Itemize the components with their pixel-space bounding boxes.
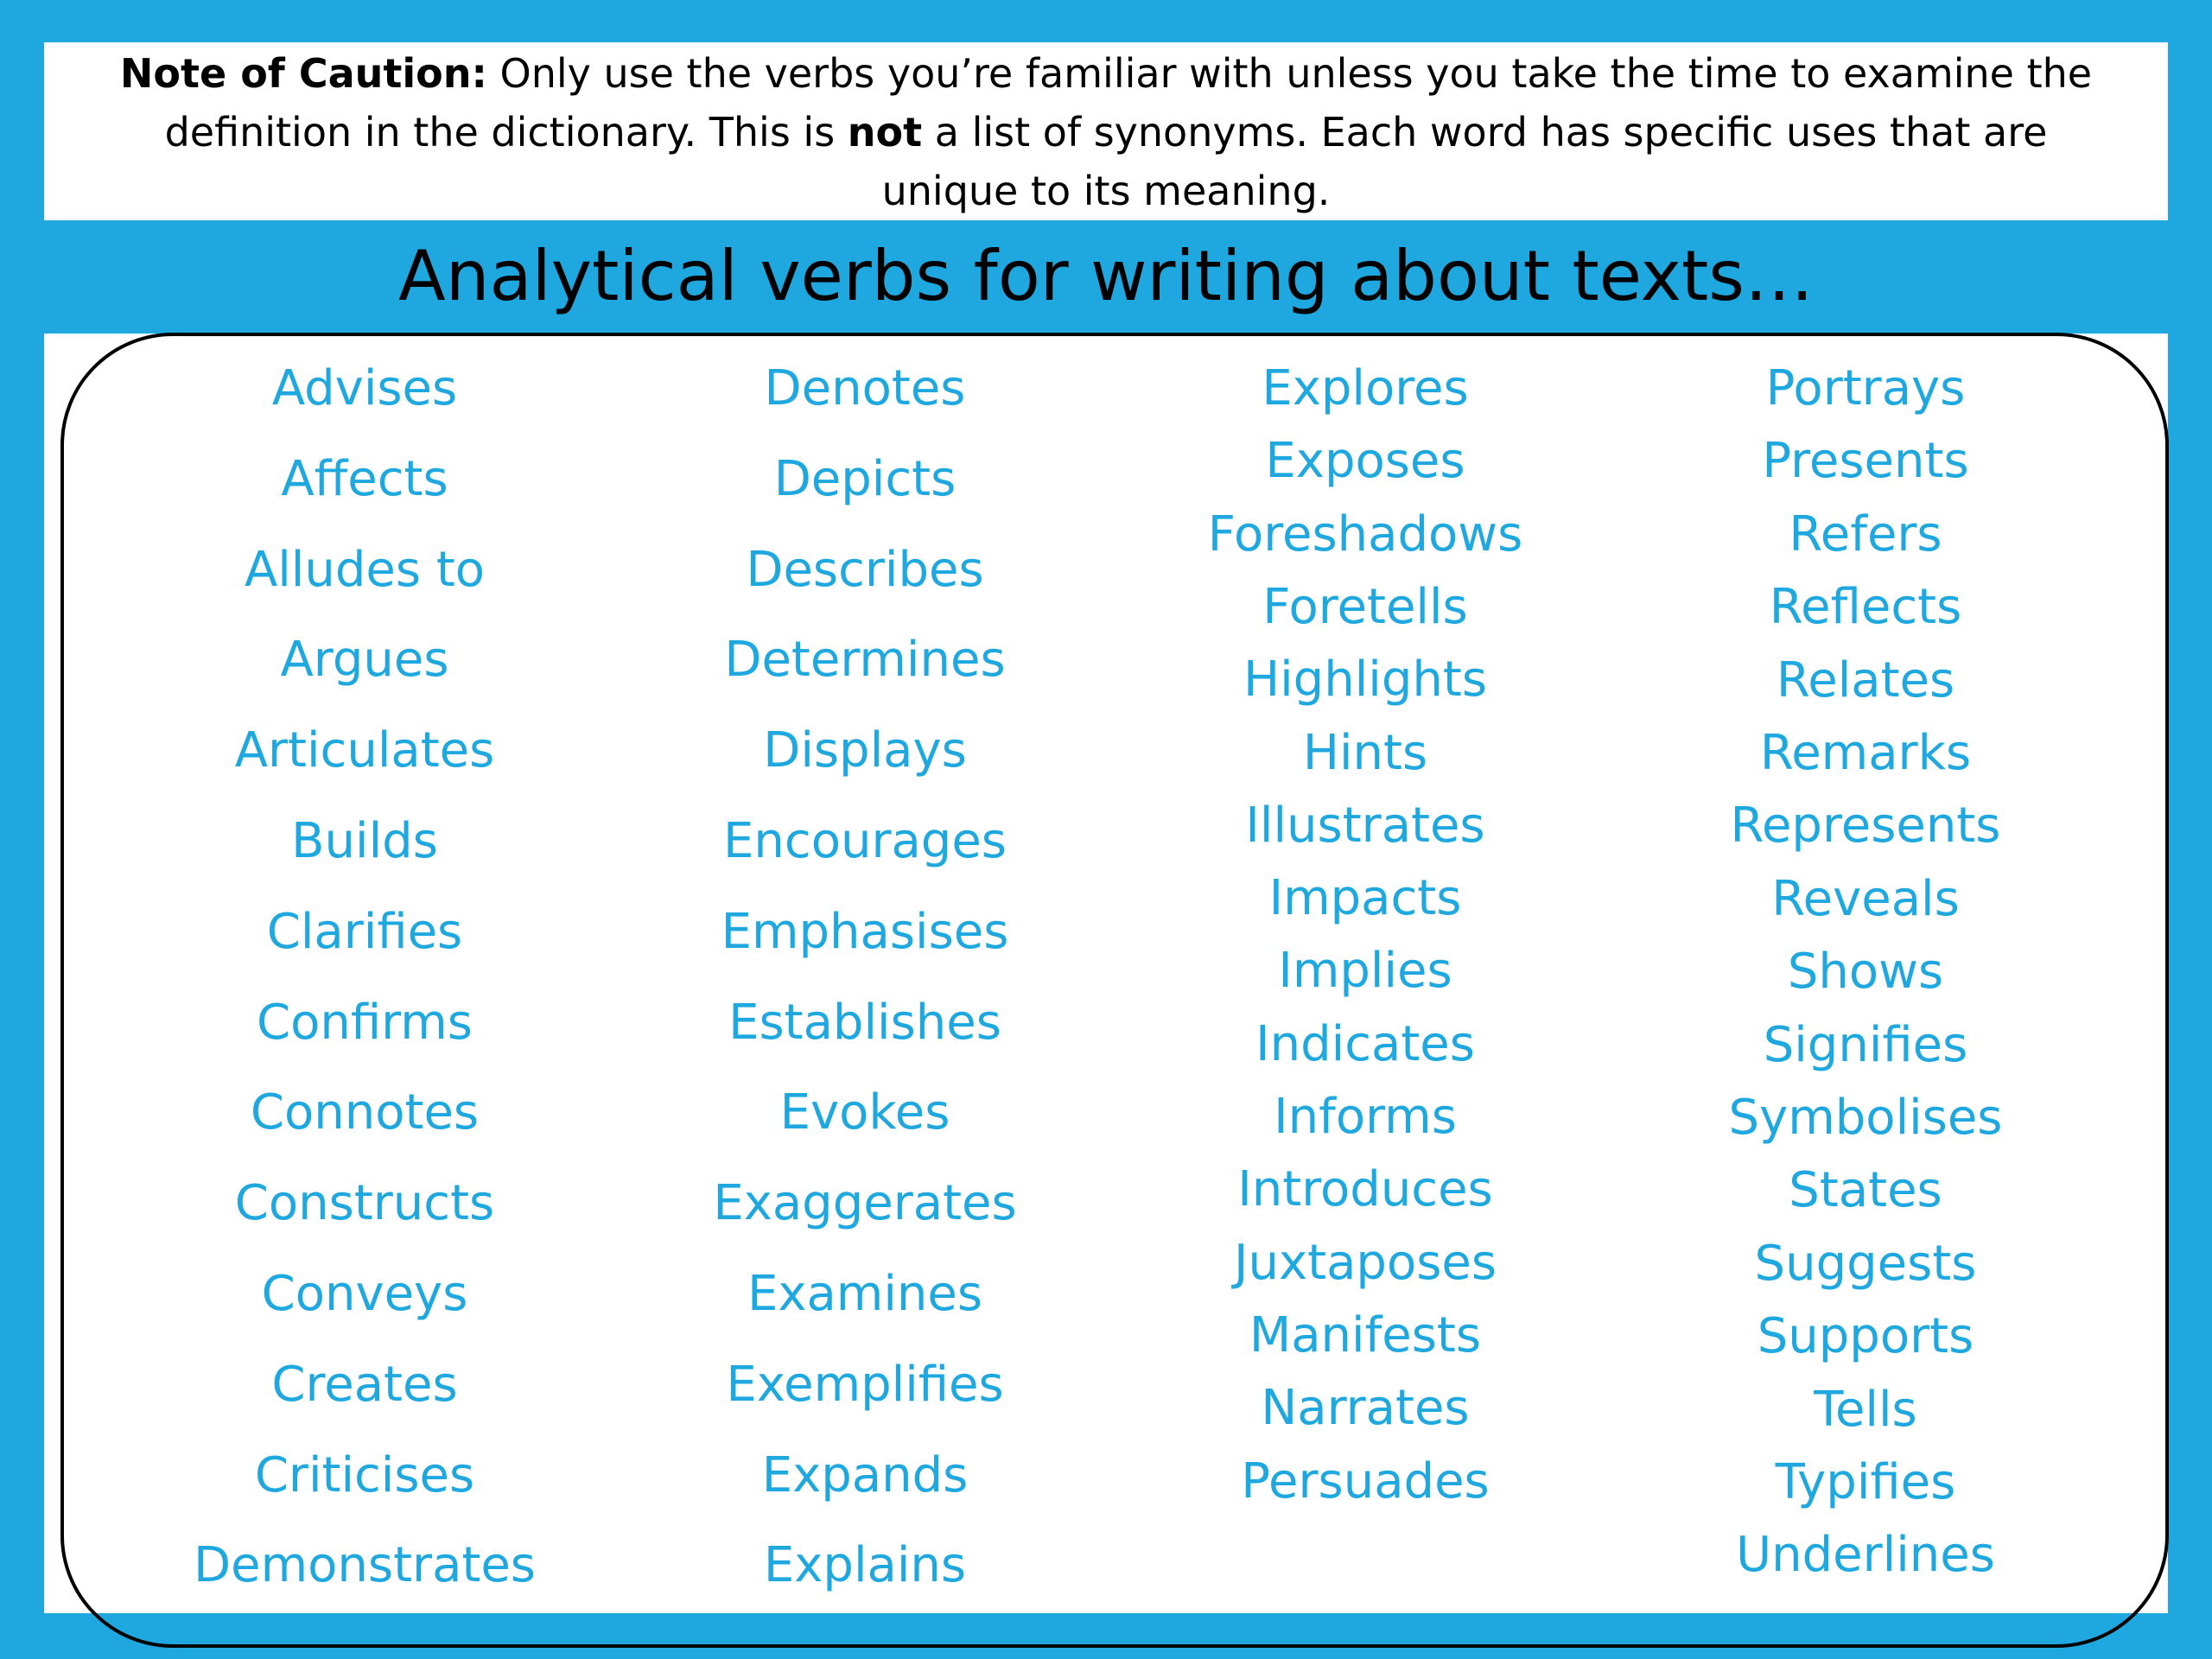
verb-item: Creates: [271, 1356, 458, 1413]
verb-item: Represents: [1730, 798, 2001, 855]
verb-item: Clarifies: [266, 903, 463, 960]
verb-item: Remarks: [1759, 725, 1972, 781]
verb-item: Persuades: [1241, 1452, 1490, 1510]
verb-item: Confirms: [257, 994, 473, 1051]
verb-item: Criticises: [254, 1446, 475, 1503]
verb-item: Portrays: [1765, 360, 1966, 416]
verb-item: Shows: [1787, 944, 1944, 1001]
verb-item: Argues: [280, 632, 449, 689]
verb-item: States: [1789, 1162, 1942, 1219]
verb-item: Displays: [763, 722, 967, 779]
verb-item: Encourages: [723, 813, 1007, 869]
verb-item: Describes: [746, 541, 984, 598]
caution-emphasis: not: [847, 109, 923, 156]
verb-item: Conveys: [261, 1266, 468, 1322]
verb-item: Foreshadows: [1207, 505, 1523, 563]
verb-item: Typifies: [1775, 1454, 1956, 1510]
verb-item: Informs: [1274, 1089, 1457, 1145]
verb-item: Expands: [761, 1446, 969, 1503]
verb-item: Introduces: [1237, 1161, 1493, 1218]
verb-item: Presents: [1762, 433, 1969, 490]
page-title: Analytical verbs for writing about texts…: [398, 236, 1814, 316]
caution-text-1: Only use the verbs you’re familiar with unless you take the time to examine the definition in the dictionary. This is: [164, 50, 2093, 156]
verb-column-3: [1106, 0, 1624, 1659]
verb-column-4: [1606, 0, 2125, 1659]
verb-item: Manifests: [1249, 1306, 1482, 1363]
caution-text-2: a list of synonyms. Each word has specific uses that are unique to its meaning.: [881, 109, 2048, 214]
verb-item: Refers: [1789, 505, 1942, 563]
verb-item: Articulates: [234, 722, 495, 779]
verb-item: Relates: [1776, 652, 1955, 709]
verb-item: Denotes: [764, 360, 966, 416]
verb-item: Tells: [1814, 1381, 1917, 1438]
verb-item: Highlights: [1243, 652, 1487, 709]
verb-item: Emphasises: [721, 903, 1009, 960]
verb-item: Demonstrates: [194, 1537, 536, 1594]
verb-item: Exposes: [1265, 433, 1465, 490]
verb-column-1: [105, 0, 624, 1659]
verb-item: Juxtaposes: [1233, 1234, 1497, 1291]
verb-item: Determines: [724, 632, 1006, 689]
verb-item: Narrates: [1261, 1380, 1470, 1437]
verb-item: Alludes to: [244, 541, 486, 598]
verb-item: Connotes: [250, 1084, 480, 1141]
verb-item: Foretells: [1262, 578, 1468, 635]
verb-item: Evokes: [779, 1084, 950, 1141]
verb-item: Underlines: [1736, 1527, 1995, 1584]
verb-item: Examines: [747, 1266, 983, 1322]
verb-item: Illustrates: [1245, 797, 1485, 854]
verb-item: Implies: [1278, 943, 1452, 1000]
verb-item: Establishes: [728, 994, 1001, 1051]
verb-item: Exemplifies: [726, 1356, 1004, 1413]
verb-item: Explains: [763, 1537, 967, 1594]
verb-item: Indicates: [1255, 1015, 1475, 1072]
verb-item: Signifies: [1763, 1016, 1968, 1073]
verb-item: Suggests: [1754, 1235, 1977, 1292]
verb-item: Impacts: [1268, 870, 1462, 927]
verb-item: Affects: [281, 450, 448, 507]
caution-label: Note of Caution:: [119, 50, 487, 97]
verb-item: Reflects: [1769, 579, 1962, 636]
verb-item: Explores: [1262, 360, 1469, 416]
verb-item: Hints: [1302, 724, 1428, 781]
verb-item: Symbolises: [1728, 1090, 2003, 1146]
verb-item: Reveals: [1771, 870, 1960, 927]
verb-item: Exaggerates: [713, 1175, 1017, 1232]
verb-item: Supports: [1757, 1308, 1974, 1365]
verb-item: Depicts: [773, 450, 957, 507]
verb-item: Constructs: [234, 1175, 495, 1232]
verb-column-2: [606, 0, 1124, 1659]
verb-item: Builds: [291, 813, 438, 869]
verb-item: Advises: [271, 360, 458, 416]
